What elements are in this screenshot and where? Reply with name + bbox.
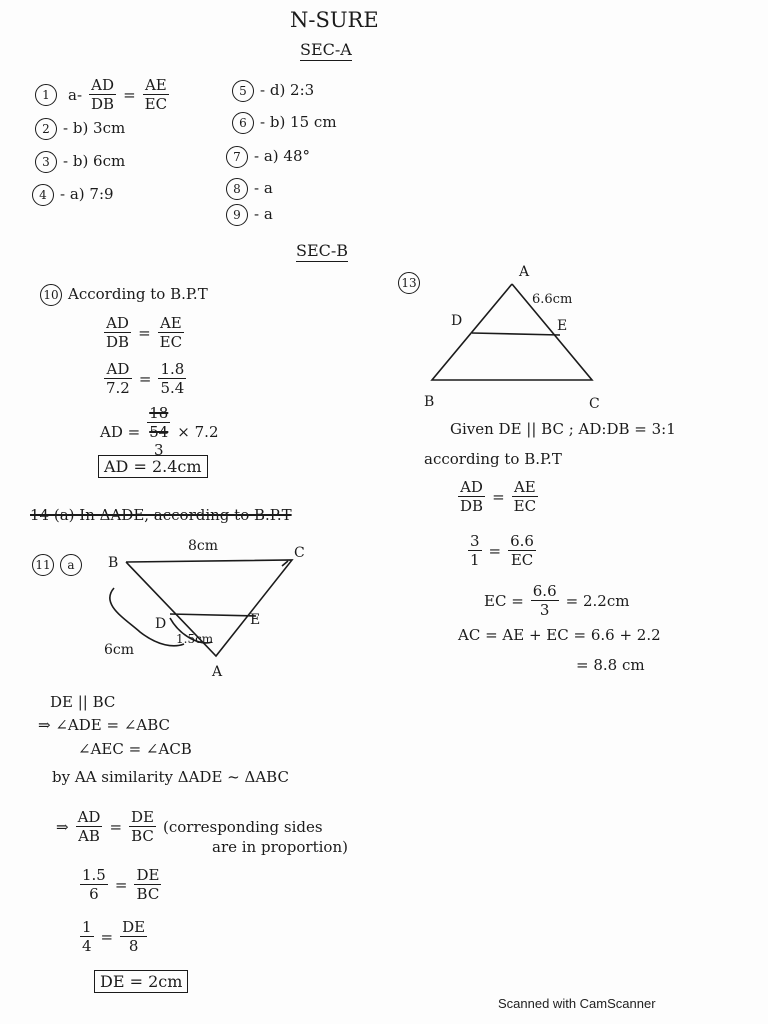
numerator: 1.5 (82, 866, 106, 884)
denominator: 8 (128, 937, 139, 955)
denominator: EC (510, 551, 534, 569)
numerator: AD (89, 76, 116, 95)
fraction (158, 314, 184, 351)
q11-line-2: ⇒ ∠ADE = ∠ABC (38, 716, 170, 734)
denominator-struck: 54 (149, 423, 169, 441)
section-b-heading: SEC-B (296, 241, 349, 260)
numerator: 1 (82, 918, 92, 936)
answer-text: - d) 2:3 (260, 81, 315, 99)
numerator: DE (122, 918, 146, 936)
question-number: 13 (398, 272, 420, 294)
vertex-label: B (108, 555, 119, 571)
q13-method: according to B.P.T (424, 450, 562, 468)
numerator: AE (143, 76, 169, 95)
q13-triangle-diagram (420, 260, 620, 410)
equals-sign: = (100, 927, 114, 946)
denominator: 1 (470, 551, 480, 569)
equals-sign: = (488, 541, 502, 560)
fraction (76, 808, 103, 845)
fraction (104, 314, 131, 351)
answer-8 (226, 178, 273, 200)
denominator: BC (136, 885, 160, 903)
q11-triangle-diagram (96, 548, 306, 678)
equals-sign: = (138, 323, 151, 342)
numerator: DE (131, 808, 154, 826)
q13-step-3 (484, 582, 629, 619)
vertex-label: C (294, 545, 305, 561)
question-number: 9 (226, 204, 248, 226)
vertex-label: B (424, 394, 435, 410)
lhs: AD = (100, 422, 141, 441)
question-number: 10 (40, 284, 62, 306)
equals-sign: = (138, 369, 152, 388)
numerator: 6.6 (510, 532, 534, 550)
fraction (89, 76, 116, 113)
fraction (458, 478, 485, 515)
ratio-note-continued: are in proportion) (212, 838, 348, 856)
segment-de (472, 333, 560, 335)
answer-text: - b) 15 cm (260, 113, 337, 131)
fraction (120, 918, 147, 955)
fraction (80, 866, 108, 903)
numerator: 1.8 (160, 360, 185, 378)
result: = 2.2cm (565, 591, 630, 610)
brace-ab (110, 588, 184, 646)
fraction (147, 404, 170, 459)
vertex-label: E (557, 318, 568, 334)
q10-heading (40, 284, 208, 306)
numerator: AD (104, 314, 131, 333)
answer-1 (35, 76, 171, 113)
segment-de (170, 614, 256, 616)
q11-step-3 (78, 918, 149, 955)
numerator: AD (77, 808, 101, 826)
answer-6 (232, 112, 337, 134)
q11-number (32, 554, 88, 576)
fraction (134, 866, 161, 903)
denominator: 3 (539, 601, 550, 619)
struck-out-line: 14 (a) In ΔADE, according to B.P.T (30, 506, 292, 524)
answer-text: - a) 48° (254, 147, 310, 165)
vertex-label: E (250, 612, 261, 628)
answer-option: a- (68, 85, 83, 104)
answer-7 (226, 146, 310, 168)
numerator: AE (512, 478, 538, 497)
lhs: EC = (484, 591, 524, 610)
answer-4 (32, 184, 114, 206)
answer-2 (35, 118, 125, 140)
question-number: 4 (32, 184, 54, 206)
answer-text: - b) 6cm (63, 152, 126, 170)
sub-part-marker: a (60, 554, 82, 576)
q13-step-1 (456, 478, 540, 515)
denominator: DB (106, 333, 130, 351)
q11-step-2 (78, 866, 163, 903)
vertex-label: A (212, 664, 223, 680)
question-number: 5 (232, 80, 254, 102)
denominator: 7.2 (106, 379, 130, 397)
numerator: DE (136, 866, 160, 884)
denominator: DB (460, 497, 484, 515)
fraction (512, 478, 538, 515)
numerator: AD (458, 478, 485, 497)
numerator: AD (104, 360, 132, 379)
numerator: 3 (470, 532, 480, 550)
q11-line-1: DE || BC (50, 693, 116, 711)
denominator: DB (91, 95, 115, 113)
denominator: BC (131, 827, 154, 845)
denominator: 6 (89, 885, 99, 903)
page-title: N-SURE (290, 8, 379, 32)
fraction (468, 532, 482, 569)
denominator: 4 (82, 937, 92, 955)
answer-text: - a (254, 205, 273, 223)
fraction (508, 532, 536, 569)
fraction (531, 582, 559, 619)
denominator: EC (144, 95, 168, 113)
vertex-label: D (155, 616, 167, 632)
question-number: 7 (226, 146, 248, 168)
denominator: 5.4 (160, 379, 185, 397)
equals-sign: = (123, 85, 136, 104)
question-number: 2 (35, 118, 57, 140)
scanner-watermark: Scanned with CamScanner (498, 996, 656, 1011)
fraction (104, 360, 132, 397)
q10-method: According to B.P.T (68, 285, 208, 303)
numerator: 6.6 (532, 582, 557, 600)
question-number: 8 (226, 178, 248, 200)
fraction (80, 918, 94, 955)
question-number: 6 (232, 112, 254, 134)
denominator: EC (513, 497, 537, 515)
vertex-label: A (519, 264, 530, 280)
denominator-simplified: 3 (153, 441, 164, 459)
answer-9 (226, 204, 273, 226)
equals-sign: = (114, 875, 128, 894)
q10-step-1 (102, 314, 186, 351)
vertex-label: C (589, 396, 600, 412)
numerator-struck: 18 (149, 404, 169, 422)
q11-line-3: ∠AEC = ∠ACB (78, 740, 192, 758)
answer-text: - a) 7:9 (60, 185, 114, 203)
multiplier: × 7.2 (177, 422, 219, 441)
answer-3 (35, 151, 125, 173)
question-number: 1 (35, 84, 57, 106)
answer-5 (232, 80, 314, 102)
denominator: EC (159, 333, 183, 351)
equals-sign: = (109, 817, 123, 836)
q11-line-4: by AA similarity ΔADE ~ ΔABC (52, 768, 289, 786)
q13-step-5: = 8.8 cm (576, 656, 645, 674)
q10-step-3 (100, 404, 219, 459)
side-length-label: 8cm (188, 538, 219, 554)
question-number: 11 (32, 554, 54, 576)
fraction (158, 360, 186, 397)
numerator: AE (158, 314, 184, 333)
fraction (129, 808, 156, 845)
answer-text: - a (254, 179, 273, 197)
denominator: AB (78, 827, 100, 845)
ratio-note: (corresponding sides (163, 817, 323, 836)
question-number: 3 (35, 151, 57, 173)
fraction (143, 76, 169, 113)
implies-sign: ⇒ (56, 817, 69, 836)
q11-result: DE = 2cm (94, 970, 188, 993)
vertex-label: D (451, 313, 463, 329)
equals-sign: = (492, 487, 505, 506)
section-a-heading: SEC-A (300, 40, 352, 59)
side-length-label: 6.6cm (532, 292, 573, 307)
q13-step-4: AC = AE + EC = 6.6 + 2.2 (458, 626, 661, 644)
answer-text: - b) 3cm (63, 119, 126, 137)
q10-step-2 (102, 360, 188, 397)
side-length-label: 6cm (104, 642, 135, 658)
q13-given: Given DE || BC ; AD:DB = 3:1 (450, 420, 676, 438)
q13-step-2 (466, 532, 538, 569)
side-length-label: 1.5cm (176, 632, 214, 646)
q10-result: AD = 2.4cm (98, 455, 208, 478)
